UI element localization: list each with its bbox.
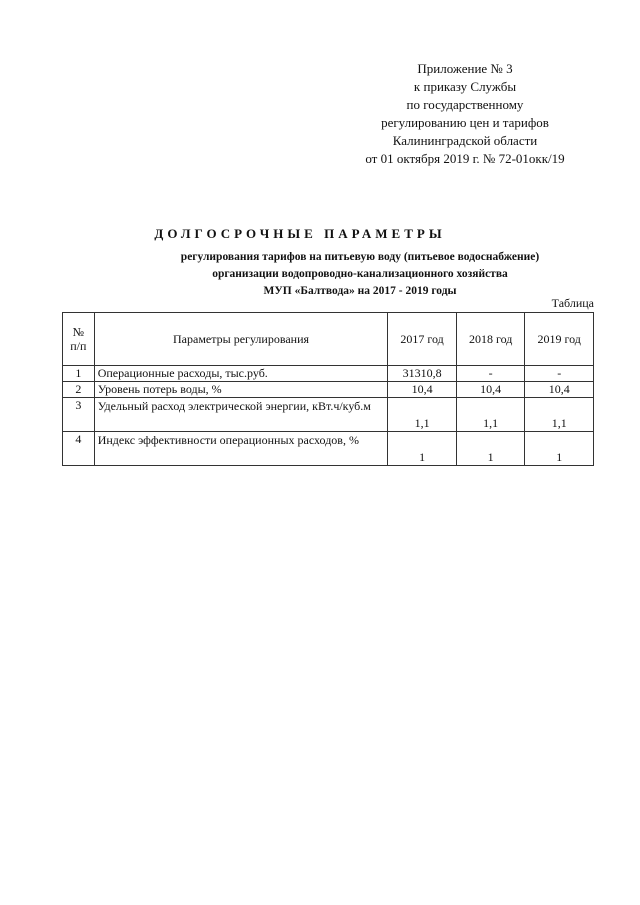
row-param: Удельный расход электрической энергии, кВт.ч/куб.м [94,398,388,432]
row-param: Индекс эффективности операционных расходов, % [94,432,388,466]
header-num-line2: п/п [70,339,87,353]
row-2017: 10,4 [388,382,457,398]
row-param: Операционные расходы, тыс.руб. [94,366,388,382]
row-2017: 31310,8 [388,366,457,382]
row-2018: 1,1 [456,398,525,432]
parameters-table [62,312,594,466]
annex-header [330,60,600,168]
annex-line: к приказу Службы [413,79,517,94]
row-param: Уровень потерь воды, % [94,382,388,398]
row-num: 1 [63,366,95,382]
subtitle-line: организации водопроводно-канализационного хозяйства [212,268,508,280]
row-2018: 1 [456,432,525,466]
row-2019: 1 [525,432,594,466]
table-header-row [63,313,594,366]
document-title: ДОЛГОСРОЧНЫЕ ПАРАМЕТРЫ [154,226,446,241]
row-2018: - [456,366,525,382]
table-row [63,366,594,382]
header-param: Параметры регулирования [94,313,388,366]
subtitle-line: регулирования тарифов на питьевую воду (питьевое водоснабжение) [180,251,540,263]
row-2019: - [525,366,594,382]
annex-line: от 01 октября 2019 г. № 72-01окк/19 [365,151,565,166]
document-subtitle [120,249,600,300]
subtitle-line: МУП «Балтвода» на 2017 - 2019 годы [263,285,457,297]
table-row [63,432,594,466]
row-2017: 1,1 [388,398,457,432]
table-row [63,382,594,398]
header-2018: 2018 год [456,313,525,366]
table-label: Таблица [551,296,594,310]
table-row [63,398,594,432]
row-2019: 1,1 [525,398,594,432]
row-num: 2 [63,382,95,398]
row-num: 3 [63,398,95,432]
header-num-line1: № [72,325,85,339]
row-2019: 10,4 [525,382,594,398]
annex-line: по государственному [406,97,524,112]
annex-line: регулированию цен и тарифов [381,115,549,130]
header-num [63,313,95,366]
row-2018: 10,4 [456,382,525,398]
header-2019: 2019 год [525,313,594,366]
header-2017: 2017 год [388,313,457,366]
row-num: 4 [63,432,95,466]
annex-line: Приложение № 3 [417,61,513,76]
annex-line: Калининградской области [392,133,538,148]
row-2017: 1 [388,432,457,466]
